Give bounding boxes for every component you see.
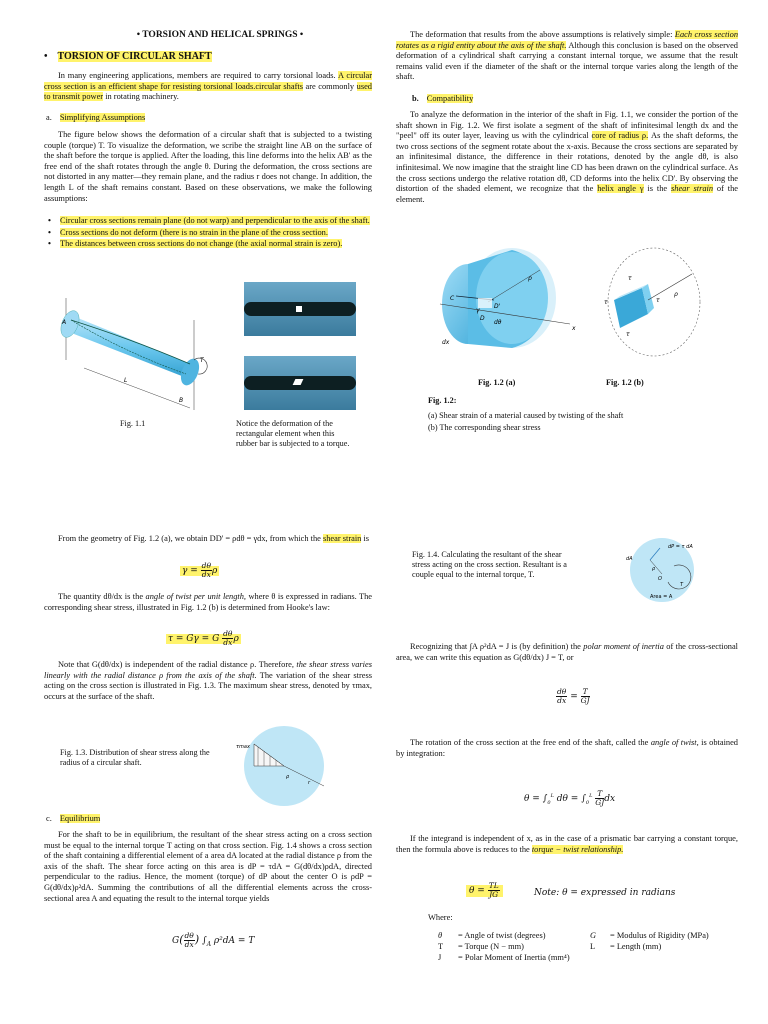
equation-theta-integral: $\theta = \int_0^L$ $d\theta = \int_0^L$ $\frac{T}{GJ}$ dx	[524, 789, 616, 807]
figure-1-4-force-label: dP = τ dA	[668, 544, 693, 550]
deformation-result-paragraph: The deformation that results from the above assumptions is relatively simple: Each cross section rotates as a rigid entity about the axis of the shaft. Although this conclusion is based on the observed deformation of a cylindrical shaft carrying a constant internal torque, we assume that the result remains valid even if the diameter of the shaft or the internal torque varies along the length of the shaft.	[396, 30, 739, 82]
angle-of-twist-paragraph: The rotation of the cross section at the free end of the shaft, called the angle of twist, is obtained by integration:	[396, 738, 738, 758]
assumption-item: • Cross sections do not deform (there is no strain in the plane of the cross section.	[46, 228, 372, 239]
svg-text:ρ: ρ	[674, 291, 678, 298]
equation-note: Note: θ = expressed in radians	[534, 888, 676, 898]
svg-text:D: D	[480, 315, 485, 322]
figure-1-2a-caption: Fig. 1.2 (a)	[478, 378, 516, 387]
svg-text:ρ: ρ	[528, 275, 532, 282]
svg-text:T: T	[200, 357, 204, 364]
definition-row: θ = Angle of twist (degrees) G = Modulus of Rigidity (MPa)	[438, 931, 709, 940]
subheading-assumptions: a. Simplifying Assumptions	[46, 113, 146, 122]
polar-moment-paragraph: Recognizing that ∫A ρ²dA = J is (by definition) the polar moment of inertia of the cross-sectional area, we can write this equation as G(dθ/dx) J = T, or	[396, 642, 739, 662]
figure-1-1-note: Notice the deformation of the rectangular element when this rubber bar is subjected to a torque.	[236, 419, 350, 449]
svg-text:A: A	[62, 319, 67, 326]
svg-text:dx: dx	[442, 339, 450, 346]
equation-torque-twist: θ = $\frac{TL}{JG}$	[466, 882, 503, 899]
svg-text:τ: τ	[656, 297, 660, 304]
figure-1-3-caption: Fig. 1.3. Distribution of shear stress along the radius of a circular shaft.	[60, 748, 210, 768]
equation-shear-strain: γ = $\frac{d\theta}{dx}$ ρ	[182, 561, 218, 579]
figure-1-4-rho-label: ρ	[652, 566, 656, 572]
rubber-bar-photo-before	[244, 282, 356, 336]
linear-variation-paragraph: Note that G(dθ/dx) is independent of the radial distance ρ. Therefore, the shear stress varies linearly with the radial distance ρ from the axis of the shaft. The variation of the shear stress acting on the cross section is illustrated in Fig. 1.3. The maximum shear stress, denoted by τmax, occurs at the surface of the shaft.	[44, 660, 372, 701]
svg-text:C: C	[450, 295, 455, 302]
subheading-equilibrium: c. Equilibrium	[46, 814, 101, 823]
rubber-bar-photo-after	[244, 356, 356, 410]
figure-1-4-cross-section	[620, 536, 708, 608]
svg-text:τmax: τmax	[236, 744, 250, 750]
svg-text:L: L	[124, 377, 128, 384]
where-label: Where:	[428, 913, 453, 922]
svg-text:τ: τ	[628, 275, 632, 282]
figure-1-2b-shear-element	[598, 244, 708, 360]
definition-row: J = Polar Moment of Inertia (mm⁴)	[438, 953, 570, 962]
svg-text:ρ: ρ	[286, 774, 290, 780]
figure-1-4-torque-label: T	[680, 582, 684, 588]
definition-row: T = Torque (N − mm) L = Length (mm)	[438, 942, 662, 951]
equation-dtheta-dx: $\frac{d\theta}{dx}$ = $\frac{T}{GJ}$	[557, 687, 590, 705]
assumption-item: • The distances between cross sections do not change (the axial normal strain is zero).	[46, 239, 372, 250]
figure-1-4-area-label: Area = A	[650, 594, 673, 600]
assumptions-list	[46, 216, 372, 251]
section-heading-torsion: • TORSION OF CIRCULAR SHAFT	[44, 51, 212, 62]
svg-text:τ: τ	[604, 299, 608, 306]
figure-1-3-stress-distribution	[230, 722, 340, 808]
equation-shear-stress: τ = Gγ = G $\frac{d\theta}{dx}$ ρ	[168, 629, 239, 647]
definitions-table	[438, 931, 738, 964]
twist-paragraph: The quantity dθ/dx is the angle of twist per unit length, where θ is expressed in radians. The corresponding shear stress, illustrated in Fig. 1.2 (b) is determined from Hooke's law:	[44, 592, 373, 612]
svg-text:x: x	[572, 325, 576, 332]
figure-1-2-item-b: (b) The corresponding shear stress	[428, 423, 541, 432]
figure-1-2-item-a: (a) Shear strain of a material caused by twisting of the shaft	[428, 411, 624, 420]
figure-1-1-caption: Fig. 1.1	[120, 419, 146, 428]
svg-text:τ: τ	[626, 331, 630, 338]
figure-1-2a-shaft-segment	[420, 240, 580, 360]
geometry-paragraph: From the geometry of Fig. 1.2 (a), we obtain DD' = ρdθ = γdx, from which the shear strain is	[58, 534, 370, 543]
deformation-paragraph: The figure below shows the deformation of a circular shaft that is subjected to a twisting couple (torque) T. To visualize the deformation, we scribe the straight line AB on the surface of the shaft before the torque is applied. After the loading, this line deforms into the helix AB' as the free end of the shaft rotates through the angle θ. During the deformation, the cross sections are not distorted in any matter—they remain plane, and the radius r does not change. In addition, the length L of the shaft remains constant. Based on these observations, we make the following assumptions:	[44, 130, 372, 203]
equation-equilibrium: G( $\frac{d\theta}{dx}$ ) $\int_A$ ρ²dA = T	[172, 931, 255, 949]
figure-1-4-dA-label: dA	[626, 556, 633, 562]
equilibrium-paragraph: For the shaft to be in equilibrium, the resultant of the shear stress acting on a cross section must be equal to the internal torque T acting on that cross section. Fig. 1.4 shows a cross section of the shaft containing a differential element of a area dA located at the radial distance ρ from the axis of the shaft. The shear force acting on this area is dP = τdA = G(dθ/dx)ρdA, directed perpendicular to the radius. Hence, the moment (torque) of dP about the center O is ρdP = G(dθ/dx)ρ²dA. Summing the contributions of all the differential elements across the cross-sectional area A and equating the result to the internal torque yields	[44, 830, 372, 903]
figure-1-1-shaft	[44, 290, 214, 414]
svg-text:γ: γ	[476, 307, 480, 314]
figure-1-4-caption: Fig. 1.4. Calculating the resultant of the shear stress acting on the cross section. Resultant is a couple equal to the internal torque, T.	[412, 550, 567, 580]
svg-text:r: r	[308, 780, 311, 786]
subheading-compatibility: b. Compatibility	[412, 94, 474, 103]
compatibility-paragraph: To analyze the deformation in the interior of the shaft in Fig. 1.1, we consider the portion of the shaft shown in Fig. 1.2. We first isolate a segment of the shaft of infinitesimal length dx and the "peel" off its outer layer, leaving us with the cylindrical core of radius ρ. As the shaft deforms, the two cross sections of the segment rotate about the x-axis. Because the cross sections are separated by an infinitesimal distance, the difference in their rotations, denoted by the angle dθ, is also infinitesimal. We now imagine that the straight line CD has been drawn on the cylindrical surface. As the cross sections undergo the relative rotation dθ, CD deforms into the helix CD'. By observing the distortion of the shaded element, we recognize that the helix angle γ is the shear strain of the element.	[396, 110, 739, 204]
figure-1-4-origin-label: O	[658, 576, 662, 582]
intro-paragraph: In many engineering applications, members are required to carry torsional loads. A circular cross section is an efficient shape for resisting torsional loads.circular shafts are commonly used to transmit power in rotating machinery.	[44, 71, 373, 102]
integrand-paragraph: If the integrand is independent of x, as in the case of a prismatic bar carrying a constant torque, then the formula above is reduces to the torque − twist relationship.	[396, 834, 738, 854]
svg-text:dθ: dθ	[494, 319, 502, 326]
svg-text:B: B	[179, 397, 184, 404]
figure-1-2-title: Fig. 1.2:	[428, 396, 457, 405]
figure-1-2b-caption: Fig. 1.2 (b)	[606, 378, 644, 387]
page-title: • TORSION AND HELICAL SPRINGS •	[136, 30, 304, 40]
svg-text:D': D'	[494, 303, 501, 310]
assumption-item: • Circular cross sections remain plane (do not warp) and perpendicular to the axis of the shaft.	[46, 216, 372, 227]
